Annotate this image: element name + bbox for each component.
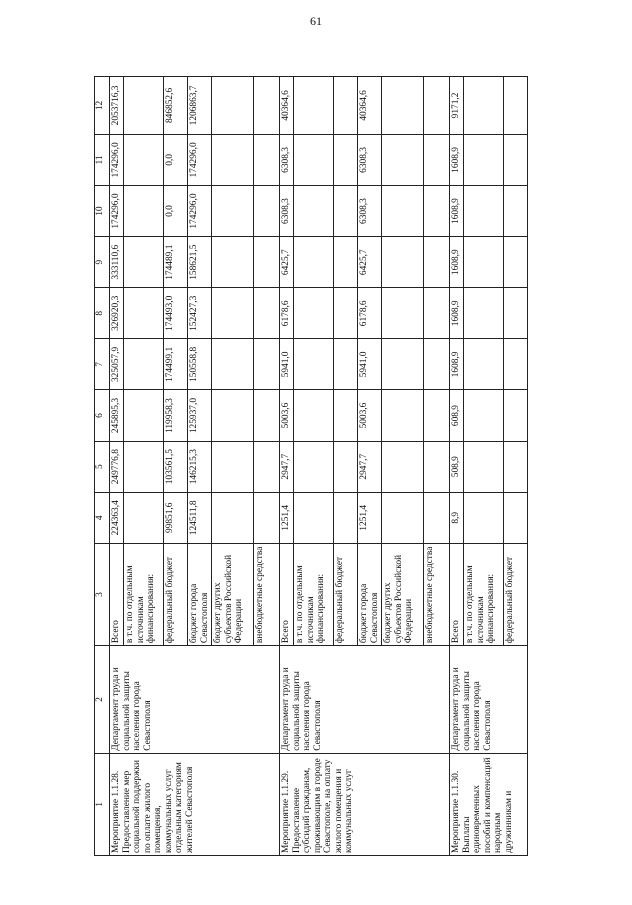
value-cell <box>334 134 358 185</box>
value-cell <box>124 339 164 390</box>
measure-cell: Мероприятие 1.1.28. Предоставление мер социальной поддержки по оплате жилого помещения, коммунальных услуг отдельным категориям жителей Севастополя <box>110 753 280 855</box>
value-cell: 119958,3 <box>164 390 188 441</box>
value-cell <box>504 134 528 185</box>
value-cell <box>464 441 504 492</box>
value-cell: 326920,3 <box>110 288 124 339</box>
value-cell <box>334 77 358 135</box>
value-cell <box>464 339 504 390</box>
value-cell: 150558,8 <box>188 339 212 390</box>
value-cell <box>294 237 334 288</box>
value-cell: 2947,7 <box>358 441 382 492</box>
executor-cell: Департамент труда и социальной защиты населения города Севастополя <box>110 646 280 754</box>
value-cell <box>504 77 528 135</box>
value-cell <box>504 441 528 492</box>
funding-source-cell: внебюджетные средства <box>254 543 280 645</box>
value-cell <box>124 288 164 339</box>
value-cell: 125937,0 <box>188 390 212 441</box>
value-cell: 6425,7 <box>280 237 294 288</box>
value-cell: 9171,2 <box>450 77 464 135</box>
value-cell: 5003,6 <box>358 390 382 441</box>
value-cell <box>254 288 280 339</box>
value-cell: 6178,6 <box>280 288 294 339</box>
header-cell-5: 5 <box>95 441 110 492</box>
value-cell: 249776,8 <box>110 441 124 492</box>
value-cell: 224363,4 <box>110 492 124 543</box>
value-cell <box>424 237 450 288</box>
executor-cell: Департамент труда и социальной защиты населения города Севастополя <box>280 646 450 754</box>
header-cell-6: 6 <box>95 390 110 441</box>
value-cell <box>212 441 254 492</box>
funding-source-cell: федеральный бюджет <box>504 543 528 645</box>
value-cell <box>254 77 280 135</box>
value-cell <box>464 237 504 288</box>
value-cell: 146215,3 <box>188 441 212 492</box>
value-cell: 174296,0 <box>188 134 212 185</box>
header-cell-1: 1 <box>95 753 110 855</box>
value-cell <box>294 134 334 185</box>
value-cell <box>254 134 280 185</box>
value-cell <box>294 339 334 390</box>
value-cell: 1608,9 <box>450 237 464 288</box>
value-cell <box>124 134 164 185</box>
value-cell <box>212 237 254 288</box>
value-cell: 40364,6 <box>358 77 382 135</box>
value-cell: 508,9 <box>450 441 464 492</box>
value-cell: 174296,0 <box>188 186 212 237</box>
value-cell <box>424 288 450 339</box>
value-cell <box>382 186 424 237</box>
funding-source-cell: в т.ч. по отдельным источникам финансирования: <box>294 543 334 645</box>
value-cell: 6178,6 <box>358 288 382 339</box>
value-cell: 1608,9 <box>450 288 464 339</box>
executor-cell: Департамент труда и социальной защиты населения города Севастополя <box>450 646 528 754</box>
funding-source-cell: федеральный бюджет <box>334 543 358 645</box>
value-cell <box>424 492 450 543</box>
value-cell: 5941,0 <box>280 339 294 390</box>
value-cell <box>334 492 358 543</box>
value-cell <box>464 492 504 543</box>
value-cell <box>212 186 254 237</box>
value-cell <box>334 186 358 237</box>
value-cell <box>334 390 358 441</box>
value-cell <box>504 492 528 543</box>
value-cell <box>124 492 164 543</box>
value-cell: 6308,3 <box>358 186 382 237</box>
value-cell: 124511,8 <box>188 492 212 543</box>
value-cell <box>294 288 334 339</box>
value-cell <box>334 441 358 492</box>
funding-source-cell: бюджет города Севастополя <box>188 543 212 645</box>
value-cell <box>212 492 254 543</box>
value-cell: 1608,9 <box>450 339 464 390</box>
value-cell: 2053716,3 <box>110 77 124 135</box>
value-cell <box>334 288 358 339</box>
value-cell: 152427,3 <box>188 288 212 339</box>
value-cell <box>294 186 334 237</box>
funding-source-cell: Всего <box>110 543 124 645</box>
value-cell <box>464 186 504 237</box>
value-cell <box>124 237 164 288</box>
value-cell: 99851,6 <box>164 492 188 543</box>
value-cell <box>504 237 528 288</box>
value-cell <box>124 186 164 237</box>
value-cell: 325057,9 <box>110 339 124 390</box>
value-cell: 8,9 <box>450 492 464 543</box>
measure-cell: Мероприятие 1.1.30. Выплаты единовременных пособий и компенсаций народным дружинникам и <box>450 753 528 855</box>
value-cell: 2947,7 <box>280 441 294 492</box>
value-cell: 174489,1 <box>164 237 188 288</box>
header-cell-9: 9 <box>95 237 110 288</box>
table-row <box>110 77 124 856</box>
value-cell <box>294 390 334 441</box>
value-cell: 5941,0 <box>358 339 382 390</box>
header-cell-8: 8 <box>95 288 110 339</box>
value-cell <box>334 339 358 390</box>
value-cell <box>254 339 280 390</box>
funding-source-cell: бюджет других субъектов Российской Федерации <box>382 543 424 645</box>
measure-cell: Мероприятие 1.1.29. Предоставление субсидий гражданам, проживающим в городе Севастополе, на оплату жилого помещения и коммунальных услуг <box>280 753 450 855</box>
value-cell: 174296,0 <box>110 186 124 237</box>
header-cell-7: 7 <box>95 339 110 390</box>
value-cell: 333110,6 <box>110 237 124 288</box>
value-cell: 1608,9 <box>450 186 464 237</box>
table-row <box>450 77 464 856</box>
value-cell <box>294 492 334 543</box>
value-cell <box>254 492 280 543</box>
value-cell <box>382 492 424 543</box>
value-cell <box>294 441 334 492</box>
value-cell <box>212 134 254 185</box>
value-cell: 6308,3 <box>280 186 294 237</box>
value-cell: 174493,0 <box>164 288 188 339</box>
value-cell <box>124 441 164 492</box>
value-cell <box>382 390 424 441</box>
value-cell <box>424 77 450 135</box>
table-row <box>280 77 294 856</box>
value-cell <box>382 77 424 135</box>
value-cell: 1206863,7 <box>188 77 212 135</box>
value-cell <box>424 339 450 390</box>
value-cell <box>382 237 424 288</box>
value-cell <box>464 134 504 185</box>
value-cell <box>382 134 424 185</box>
header-row <box>95 77 110 856</box>
value-cell: 40364,6 <box>280 77 294 135</box>
value-cell <box>464 390 504 441</box>
header-cell-4: 4 <box>95 492 110 543</box>
budget-table <box>94 76 528 856</box>
value-cell <box>382 441 424 492</box>
funding-source-cell: бюджет города Севастополя <box>358 543 382 645</box>
value-cell <box>212 390 254 441</box>
value-cell <box>382 339 424 390</box>
value-cell <box>504 390 528 441</box>
value-cell: 608,9 <box>450 390 464 441</box>
value-cell <box>504 339 528 390</box>
header-cell-2: 2 <box>95 646 110 754</box>
value-cell: 5003,6 <box>280 390 294 441</box>
value-cell: 245895,3 <box>110 390 124 441</box>
value-cell: 0,0 <box>164 134 188 185</box>
value-cell: 6308,3 <box>358 134 382 185</box>
value-cell <box>124 77 164 135</box>
page-number: 61 <box>310 14 322 28</box>
value-cell: 6308,3 <box>280 134 294 185</box>
value-cell <box>254 186 280 237</box>
value-cell <box>254 390 280 441</box>
value-cell <box>424 186 450 237</box>
value-cell <box>464 77 504 135</box>
value-cell: 0,0 <box>164 186 188 237</box>
value-cell: 158621,5 <box>188 237 212 288</box>
funding-source-cell: Всего <box>450 543 464 645</box>
value-cell <box>254 441 280 492</box>
value-cell <box>504 288 528 339</box>
value-cell <box>254 237 280 288</box>
funding-source-cell: в т.ч. по отдельным источникам финансирования: <box>124 543 164 645</box>
funding-source-cell: внебюджетные средства <box>424 543 450 645</box>
value-cell <box>424 134 450 185</box>
value-cell: 6425,7 <box>358 237 382 288</box>
value-cell: 1608,9 <box>450 134 464 185</box>
value-cell <box>212 288 254 339</box>
header-cell-12: 12 <box>95 77 110 135</box>
value-cell: 846852,6 <box>164 77 188 135</box>
value-cell: 1251,4 <box>358 492 382 543</box>
rotated-table-container <box>94 76 614 856</box>
funding-source-cell: в т.ч. по отдельным источникам финансирования: <box>464 543 504 645</box>
funding-source-cell: федеральный бюджет <box>164 543 188 645</box>
value-cell <box>294 77 334 135</box>
header-cell-11: 11 <box>95 134 110 185</box>
value-cell <box>464 288 504 339</box>
funding-source-cell: бюджет других субъектов Российской Федерации <box>212 543 254 645</box>
header-cell-3: 3 <box>95 543 110 645</box>
header-cell-10: 10 <box>95 186 110 237</box>
value-cell <box>334 237 358 288</box>
funding-source-cell: Всего <box>280 543 294 645</box>
value-cell: 103561,5 <box>164 441 188 492</box>
value-cell <box>424 390 450 441</box>
value-cell: 174296,0 <box>110 134 124 185</box>
value-cell <box>504 186 528 237</box>
value-cell <box>124 390 164 441</box>
value-cell <box>212 77 254 135</box>
value-cell: 174499,1 <box>164 339 188 390</box>
value-cell <box>382 288 424 339</box>
value-cell: 1251,4 <box>280 492 294 543</box>
value-cell <box>424 441 450 492</box>
value-cell <box>212 339 254 390</box>
